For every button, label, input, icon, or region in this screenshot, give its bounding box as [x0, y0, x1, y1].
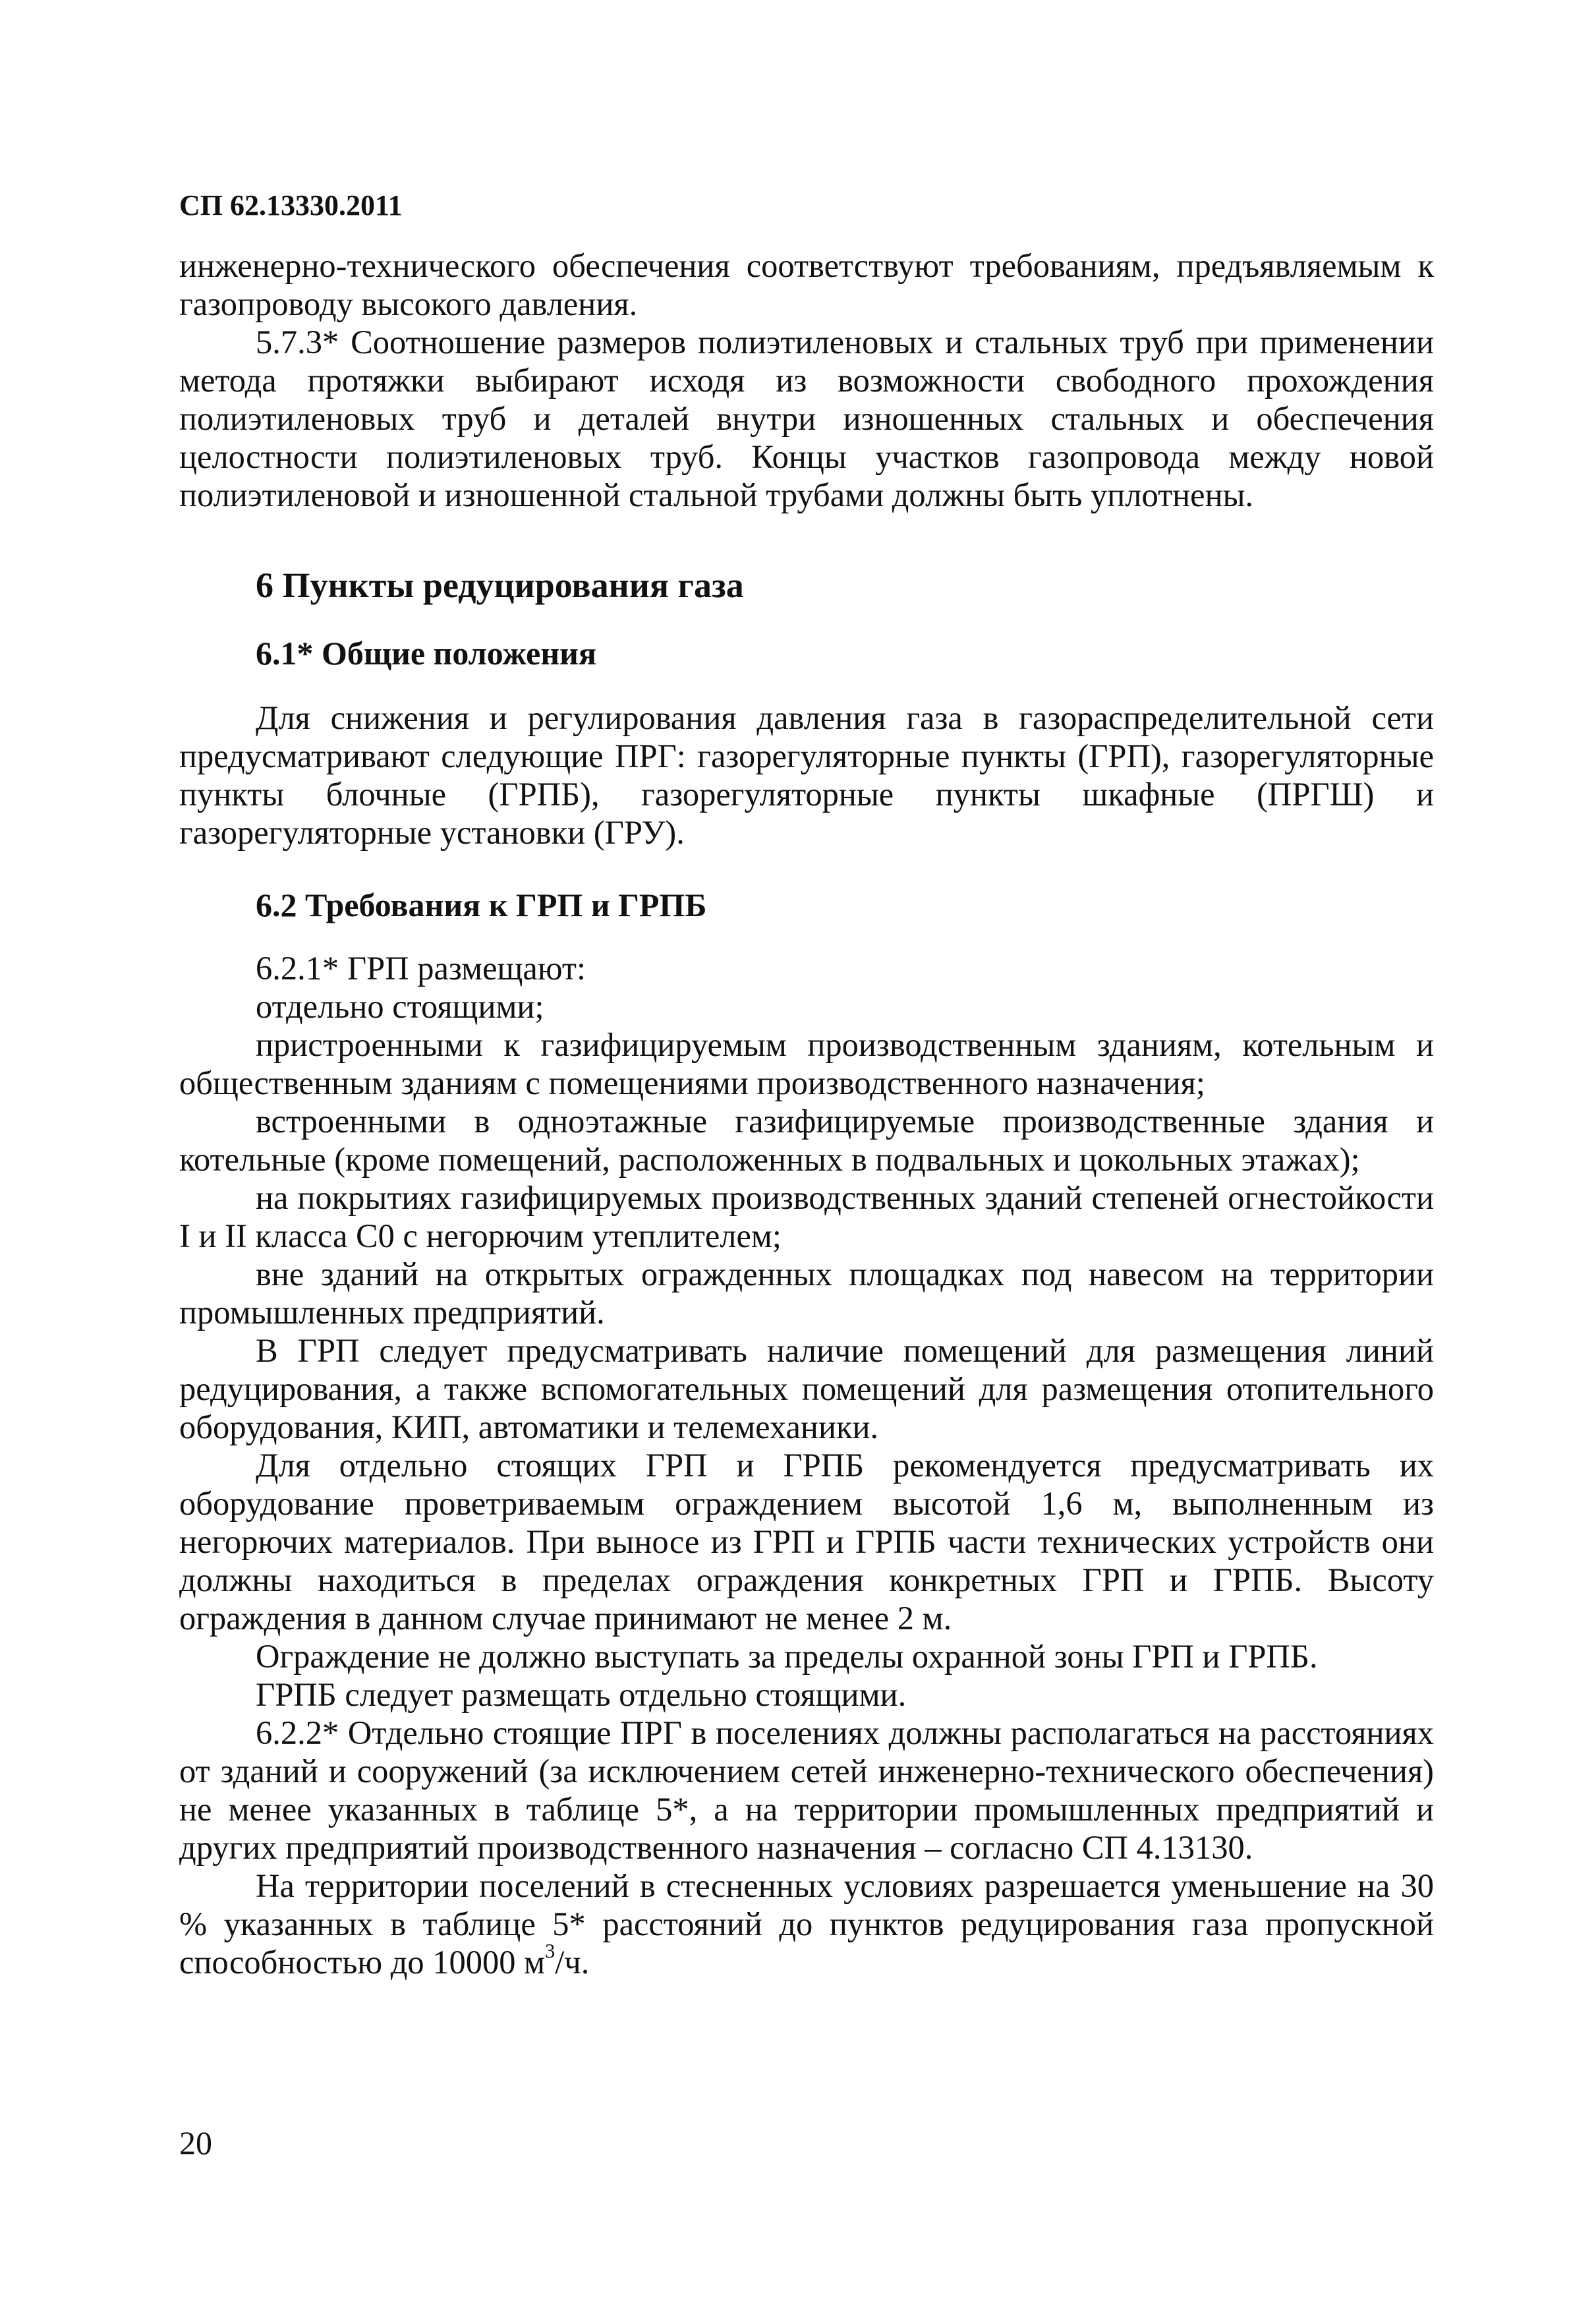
list-item-roofs: на покрытиях газифицируемых производственных зданий степеней огнестойкости I и II класса С0 с негорючим утеплителем;: [179, 1179, 1434, 1254]
superscript-3: 3: [545, 1939, 556, 1962]
paragraph-fencing: Для отдельно стоящих ГРП и ГРПБ рекомендуется предусматривать их оборудование проветриваемым ограждением высотой 1,6 м, выполненным из негорючих материалов. При выносе из ГРП и ГРПБ части технических устройств они должны находиться в пределах ограждения конкретных ГРП и ГРПБ. Высоту ограждения в данном случае принимают не менее 2 м.: [179, 1447, 1434, 1637]
paragraph-grp-rooms: В ГРП следует предусматривать наличие помещений для размещения линий редуцирования, а также вспомогательных помещений для размещения отопительного оборудования, КИП, автоматики и телемеханики.: [179, 1332, 1434, 1445]
paragraph-continuation: инженерно-технического обеспечения соответствуют требованиям, предъявляемым к газопроводу высокого давления.: [179, 247, 1434, 322]
paragraph-5-7-3: 5.7.3* Соотношение размеров полиэтиленовых и стальных труб при применении метода протяжки выбирают исходя из возможности свободного прохождения полиэтиленовых труб и деталей внутри изношенных стальных и обеспечения целостности полиэтиленовых труб. Концы участков газопровода между новой полиэтиленовой и изношенной стальной трубами должны быть уплотнены.: [179, 324, 1434, 513]
list-item-built-in: встроенными в одноэтажные газифицируемые производственные здания и котельные (кроме помещений, расположенных в подвальных и цокольных этажах);: [179, 1103, 1434, 1178]
document-code-header: СП 62.13330.2011: [179, 189, 403, 221]
paragraph-6-1: Для снижения и регулирования давления газа в газораспределительной сети предусматривают следующие ПРГ: газорегуляторные пункты (ГРП), газорегуляторные пункты блочные (ГРПБ), газорегуляторные пункты шкафные (ПРГШ) и газорегуляторные установки (ГРУ).: [179, 699, 1434, 851]
paragraph-grpb-placement: ГРПБ следует размещать отдельно стоящими.: [256, 1676, 907, 1713]
paragraph-reduced-distances: [179, 1867, 1434, 1981]
list-item-outdoor: вне зданий на открытых огражденных площадках под навесом на территории промышленных предприятий.: [179, 1256, 1434, 1331]
reduced-distances-text: На территории поселений в стесненных условиях разрешается уменьшение на 30 % указанных в таблице 5* расстояний до пунктов редуцирования газа пропускной способностью до 10000 м: [179, 1867, 1434, 1981]
unit-per-hour: /ч.: [555, 1944, 590, 1981]
section-heading-6: 6 Пункты редуцирования газа: [256, 566, 744, 605]
paragraph-6-2-2: 6.2.2* Отдельно стоящие ПРГ в поселениях должны располагаться на расстояниях от зданий и сооружений (за исключением сетей инженерно-технического обеспечения) не менее указанных в таблице 5*, а на территории промышленных предприятий и других предприятий производственного назначения – согласно СП 4.13130.: [179, 1714, 1434, 1866]
paragraph-6-2-1: 6.2.1* ГРП размещают:: [256, 950, 586, 987]
list-item-standalone: отдельно стоящими;: [256, 988, 544, 1025]
paragraph-protection-zone: Ограждение не должно выступать за пределы охранной зоны ГРП и ГРПБ.: [256, 1638, 1318, 1675]
subsection-heading-6-1: 6.1* Общие положения: [256, 635, 597, 672]
page-number: 20: [179, 2124, 212, 2161]
subsection-heading-6-2: 6.2 Требования к ГРП и ГРПБ: [256, 887, 707, 923]
list-item-attached: пристроенными к газифицируемым производственным зданиям, котельным и общественным зданиям с помещениями производственного назначения;: [179, 1026, 1434, 1101]
